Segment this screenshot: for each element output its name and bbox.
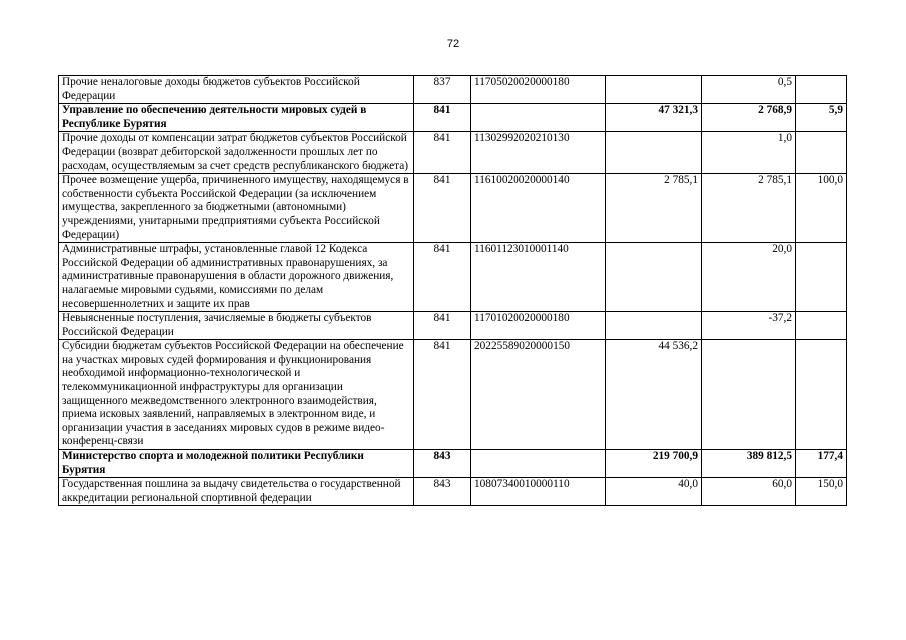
table-row: [59, 76, 847, 104]
table-row: [59, 340, 847, 450]
admin-code-cell: 843: [414, 450, 471, 478]
revenue-name-cell: Прочее возмещение ущерба, причиненного имуществу, находящемуся в собственности субъекта Российской Федерации (за исключением имущества, закрепленного за бюджетными (автономными) учреждениями, унитарными предприятиями субъекта Российской Федерации): [59, 174, 414, 243]
execution-percent-cell: 177,4: [796, 450, 847, 478]
revenue-name-cell: Министерство спорта и молодежной политики Республики Бурятия: [59, 450, 414, 478]
plan-amount-cell: [606, 312, 702, 340]
revenue-name-cell: Невыясненные поступления, зачисляемые в бюджеты субъектов Российской Федерации: [59, 312, 414, 340]
admin-code-cell: 841: [414, 243, 471, 312]
admin-code-cell: 843: [414, 478, 471, 506]
revenue-name-cell: Прочие доходы от компенсации затрат бюджетов субъектов Российской Федерации (возврат дебиторской задолженности прошлых лет по расходам, осуществляемым за счет средств республиканского бюджета): [59, 132, 414, 174]
budget-code-cell: [471, 450, 606, 478]
plan-amount-cell: 47 321,3: [606, 104, 702, 132]
execution-percent-cell: [796, 76, 847, 104]
plan-amount-cell: 2 785,1: [606, 174, 702, 243]
admin-code-cell: 841: [414, 132, 471, 174]
executed-amount-cell: 60,0: [702, 478, 796, 506]
budget-code-cell: 11701020020000180: [471, 312, 606, 340]
executed-amount-cell: 1,0: [702, 132, 796, 174]
executed-amount-cell: 2 768,9: [702, 104, 796, 132]
plan-amount-cell: [606, 76, 702, 104]
table-row-group-header: [59, 104, 847, 132]
executed-amount-cell: 0,5: [702, 76, 796, 104]
admin-code-cell: 841: [414, 104, 471, 132]
table-row: [59, 174, 847, 243]
table-row: [59, 132, 847, 174]
admin-code-cell: 837: [414, 76, 471, 104]
executed-amount-cell: 20,0: [702, 243, 796, 312]
table-body: [59, 76, 847, 506]
budget-code-cell: 11705020020000180: [471, 76, 606, 104]
budget-revenue-table: [58, 75, 847, 506]
plan-amount-cell: 219 700,9: [606, 450, 702, 478]
plan-amount-cell: 44 536,2: [606, 340, 702, 450]
executed-amount-cell: -37,2: [702, 312, 796, 340]
page-number: 72: [446, 38, 460, 50]
revenue-name-cell: Прочие неналоговые доходы бюджетов субъектов Российской Федерации: [59, 76, 414, 104]
revenue-name-cell: Государственная пошлина за выдачу свидетельства о государственной аккредитации региональной спортивной федерации: [59, 478, 414, 506]
plan-amount-cell: 40,0: [606, 478, 702, 506]
budget-code-cell: [471, 104, 606, 132]
budget-code-cell: 11610020020000140: [471, 174, 606, 243]
table-row-group-header: [59, 450, 847, 478]
budget-code-cell: 11302992020210130: [471, 132, 606, 174]
execution-percent-cell: 5,9: [796, 104, 847, 132]
execution-percent-cell: 100,0: [796, 174, 847, 243]
execution-percent-cell: 150,0: [796, 478, 847, 506]
table-row: [59, 243, 847, 312]
table-row: [59, 312, 847, 340]
execution-percent-cell: [796, 312, 847, 340]
executed-amount-cell: 389 812,5: [702, 450, 796, 478]
executed-amount-cell: [702, 340, 796, 450]
execution-percent-cell: [796, 243, 847, 312]
execution-percent-cell: [796, 132, 847, 174]
budget-code-cell: 20225589020000150: [471, 340, 606, 450]
table-row: [59, 478, 847, 506]
revenue-name-cell: Управление по обеспечению деятельности мировых судей в Республике Бурятия: [59, 104, 414, 132]
admin-code-cell: 841: [414, 312, 471, 340]
admin-code-cell: 841: [414, 174, 471, 243]
revenue-name-cell: Субсидии бюджетам субъектов Российской Федерации на обеспечение на участках мировых судей формирования и функционирования необходимой информационно-технологической и телекоммуникационной инфраструктуры для организации защищенного межведомственного электронного взаимодействия, приема исковых заявлений, направляемых в электронном виде, и организации участия в заседаниях мировых судов в режиме видео-конференц-связи: [59, 340, 414, 450]
plan-amount-cell: [606, 132, 702, 174]
executed-amount-cell: 2 785,1: [702, 174, 796, 243]
plan-amount-cell: [606, 243, 702, 312]
budget-code-cell: 11601123010001140: [471, 243, 606, 312]
budget-code-cell: 10807340010000110: [471, 478, 606, 506]
admin-code-cell: 841: [414, 340, 471, 450]
execution-percent-cell: [796, 340, 847, 450]
revenue-name-cell: Административные штрафы, установленные главой 12 Кодекса Российской Федерации об административных правонарушениях, за административные правонарушения в области дорожного движения, налагаемые мировыми судьями, комиссиями по делам несовершеннолетних и защите их прав: [59, 243, 414, 312]
